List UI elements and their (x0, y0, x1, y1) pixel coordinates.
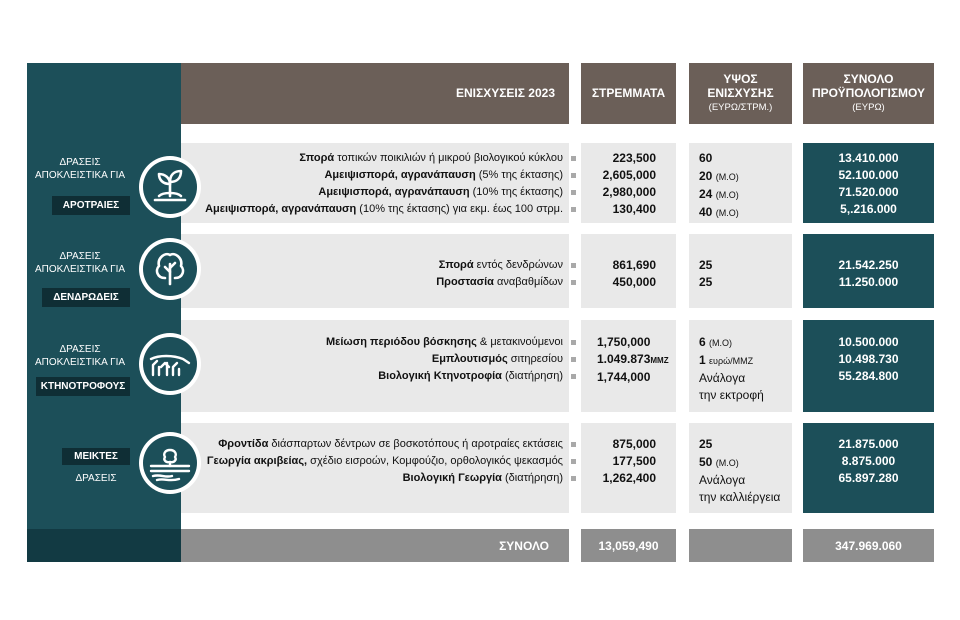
row-description (184, 453, 576, 470)
group-arable-label-line1: ΔΡΑΣΕΙΣ (59, 157, 101, 168)
bullet-marker (571, 442, 576, 447)
group-livestock-label-line1: ΔΡΑΣΕΙΣ (59, 344, 101, 355)
budget-value: 21.875.000 (838, 437, 899, 451)
row-description-bold: Φροντίδα (218, 438, 269, 450)
footer-acres-text: 13,059,490 (598, 538, 659, 553)
row-description-rest: (διατήρηση) (501, 370, 563, 382)
row-description-bold: Αμειψισπορά, αγρανάπαυση (324, 169, 476, 181)
budget-value: 65.897.280 (838, 471, 899, 485)
amount-value: Ανάλογα (699, 371, 746, 385)
group-livestock-descriptions (184, 334, 576, 385)
amount-number: 50 (699, 455, 713, 469)
amount-value (699, 352, 791, 370)
row-description-bold: Προστασία (436, 276, 494, 288)
row-description (184, 334, 576, 351)
acres-value: 861,690 (612, 258, 656, 272)
row-description-bold: Βιολογική Κτηνοτροφία (378, 370, 502, 382)
group-mixed-acres (581, 436, 656, 487)
row-description-bold: Αμειψισπορά, αγρανάπαυση (205, 203, 357, 215)
bullet-marker (571, 357, 576, 362)
amount-value-line2: την εκτροφή (699, 388, 764, 402)
row-description-rest: (10% της έκτασης) για εκμ. έως 100 στρμ. (356, 203, 563, 215)
acres-value: 875,000 (612, 437, 656, 451)
row-description-bold: Αμειψισπορά, αγρανάπαυση (318, 186, 470, 198)
group-tree-label-line2: ΑΠΟΚΛΕΙΣΤΙΚΑ ΓΙΑ (34, 264, 126, 275)
row-description-rest: (διατήρηση) (501, 472, 563, 484)
footer-label-text: ΣΥΝΟΛΟ (499, 538, 549, 553)
group-arable-badge: ΑΡΟΤΡΑΙΕΣ (52, 196, 130, 215)
bullet-marker (571, 156, 576, 161)
amount-value: Ανάλογα (699, 473, 746, 487)
group-arable-label (30, 156, 130, 182)
acres-value: 2,605,000 (602, 168, 656, 182)
budget-value: 11.250.000 (838, 275, 899, 289)
budget-value: 10.500.000 (838, 335, 899, 349)
amount-number: 6 (699, 335, 706, 349)
acres-value: 2,980,000 (602, 185, 656, 199)
row-description (184, 351, 576, 368)
group-tree-label (30, 250, 130, 276)
group-mixed-descriptions (184, 436, 576, 487)
amount-number: 20 (699, 169, 713, 183)
group-tree-amounts (699, 257, 789, 291)
group-tree-descriptions (184, 257, 576, 291)
bullet-marker (571, 280, 576, 285)
group-tree-label-line1: ΔΡΑΣΕΙΣ (59, 251, 101, 262)
header-budget-sub: (ΕΥΡΩ) (852, 101, 885, 113)
row-description-rest: τοπικών ποικιλιών ή μικρού βιολογικού κύκλου (334, 152, 563, 164)
row-description (184, 257, 576, 274)
amount-value (699, 334, 791, 352)
header-subsidies-label: ΕΝΙΣΧΥΣΕΙΣ 2023 (456, 85, 555, 100)
amount-number: 40 (699, 205, 713, 219)
header-budget-line1: ΣΥΝΟΛΟ (843, 72, 894, 87)
group-mixed-badge: ΜΕΙΚΤΕΣ (62, 448, 130, 465)
header-acres-label: ΣΤΡΕΜΜΑΤΑ (591, 85, 666, 100)
group-tree-badge: ΔΕΝΔΡΩΔΕΙΣ (42, 288, 130, 307)
footer-total-amount (689, 529, 792, 562)
group-livestock-label (30, 343, 130, 369)
header-amount-line1: ΥΨΟΣ (723, 72, 758, 87)
amount-value (699, 150, 789, 168)
group-tree-acres (581, 257, 656, 291)
group-livestock-badge: ΚΤΗΝΟΤΡΟΦΟΥΣ (36, 377, 130, 396)
group-arable-descriptions (184, 150, 576, 218)
acres-value: 1,744,000 (597, 370, 651, 384)
acres-number: 1.049.873 (597, 352, 651, 366)
row-description-bold: Γεωργία ακριβείας, (206, 455, 308, 467)
group-livestock-label-line2: ΑΠΟΚΛΕΙΣΤΙΚΑ ΓΙΑ (34, 357, 126, 368)
category-column-footer (27, 529, 181, 562)
header-amount (689, 63, 792, 124)
footer-total-label (181, 529, 569, 562)
amount-number: 1 (699, 353, 706, 367)
footer-budget-text: 347.969.060 (835, 538, 902, 553)
amount-value (699, 168, 789, 186)
row-description-rest: εντός δενδρώνων (473, 259, 563, 271)
header-acres (581, 63, 676, 124)
row-description-bold: Βιολογική Γεωργία (402, 472, 502, 484)
row-description (184, 150, 576, 167)
bullet-marker (571, 374, 576, 379)
acres-unit: ΜΜΖ (650, 356, 669, 365)
row-description (184, 368, 576, 385)
acres-value: 223,500 (612, 151, 656, 165)
budget-value: 13.410.000 (838, 151, 899, 165)
row-description-rest: & μετακινούμενοι (476, 336, 563, 348)
budget-value: 52.100.000 (838, 168, 899, 182)
group-arable-acres (581, 150, 656, 218)
footer-total-budget (803, 529, 934, 562)
bullet-marker (571, 340, 576, 345)
acres-value: 177,500 (612, 454, 656, 468)
amount-note: (Μ.Ο) (715, 458, 739, 468)
acres-value: 450,000 (612, 275, 656, 289)
amount-value (699, 204, 789, 222)
budget-value: 8.875.000 (841, 454, 896, 468)
group-arable-label-line2: ΑΠΟΚΛΕΙΣΤΙΚΑ ΓΙΑ (34, 170, 126, 181)
group-arable-amounts (699, 150, 789, 222)
budget-value: 71.520.000 (838, 185, 899, 199)
row-description-bold: Μείωση περιόδου βόσκησης (325, 336, 477, 348)
row-description-rest: διάσπαρτων δέντρων σε βοσκοτόπους ή αροτραίες εκτάσεις (268, 438, 563, 450)
group-arable-budgets (803, 150, 934, 218)
row-description (184, 201, 576, 218)
group-tree-budgets (803, 257, 934, 291)
amount-value: 25 (699, 275, 713, 289)
header-budget-line2: ΠΡΟΫΠΟΛΟΓΙΣΜΟΥ (811, 86, 926, 101)
group-mixed-budgets (803, 436, 934, 487)
amount-number: 25 (699, 437, 713, 451)
row-description (184, 274, 576, 291)
budget-value: 55.284.800 (838, 369, 899, 383)
group-livestock-acres (581, 334, 676, 386)
budget-value: 5,.216.000 (840, 202, 897, 216)
bullet-marker (571, 476, 576, 481)
header-amount-sub: (ΕΥΡΩ/ΣΤΡΜ.) (708, 101, 773, 113)
acres-value (581, 351, 676, 369)
row-description-rest: (10% της έκτασης) (469, 186, 563, 198)
amount-number: 24 (699, 187, 713, 201)
row-description (184, 436, 576, 453)
footer-total-acres (581, 529, 676, 562)
amount-number: 60 (699, 151, 713, 165)
group-mixed-amounts (699, 436, 791, 506)
amount-value (699, 454, 791, 472)
group-mixed-label-line2: ΔΡΑΣΕΙΣ (75, 473, 117, 484)
amount-note: ευρώ/ΜΜΖ (709, 356, 754, 366)
row-description-rest: αναβαθμίδων (493, 276, 563, 288)
bullet-marker (571, 459, 576, 464)
amount-note: (Μ.Ο) (715, 190, 739, 200)
header-subsidies (181, 63, 569, 124)
amount-value-line2: την καλλιέργεια (699, 490, 781, 504)
amount-value (699, 186, 789, 204)
bullet-marker (571, 263, 576, 268)
header-budget (803, 63, 934, 124)
amount-note: (Μ.Ο) (709, 338, 733, 348)
row-description (184, 184, 576, 201)
header-amount-line2: ΕΝΙΣΧΥΣΗΣ (707, 86, 774, 101)
acres-value: 130,400 (612, 202, 656, 216)
bullet-marker (571, 190, 576, 195)
acres-value: 1,750,000 (597, 335, 651, 349)
acres-value: 1,262,400 (602, 471, 656, 485)
row-description (184, 470, 576, 487)
row-description-rest: (5% της έκτασης) (475, 169, 563, 181)
row-description (184, 167, 576, 184)
row-description-bold: Σπορά (299, 152, 335, 164)
budget-value: 10.498.730 (838, 352, 899, 366)
group-livestock-amounts (699, 334, 791, 404)
bullet-marker (571, 173, 576, 178)
amount-value: 25 (699, 258, 713, 272)
amount-note: (Μ.Ο) (715, 172, 739, 182)
row-description-bold: Εμπλουτισμός (431, 353, 508, 365)
row-description-rest: σιτηρεσίου (507, 353, 563, 365)
amount-value (699, 436, 791, 454)
budget-value: 21.542.250 (838, 258, 899, 272)
row-description-rest: σχέδιο εισροών, Κομφούζιο, ορθολογικός ψεκασμός (307, 455, 563, 467)
group-livestock-budgets (803, 334, 934, 385)
row-description-bold: Σπορά (438, 259, 474, 271)
amount-note: (Μ.Ο) (715, 208, 739, 218)
bullet-marker (571, 207, 576, 212)
